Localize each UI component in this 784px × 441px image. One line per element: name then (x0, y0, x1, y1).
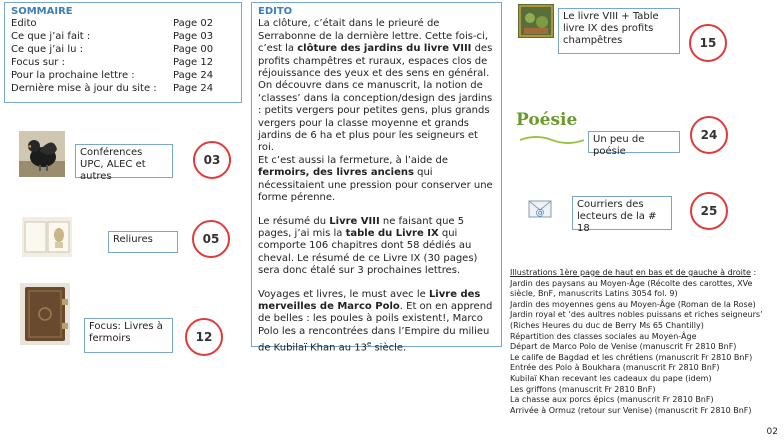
sommaire-row[interactable] (11, 82, 235, 95)
page-circle-15[interactable] (689, 24, 727, 62)
livre-label-box[interactable] (558, 8, 680, 54)
sommaire-row[interactable] (11, 69, 235, 82)
poesie-label: Un peu de poésie (593, 134, 645, 157)
courriers-label-box[interactable] (572, 196, 672, 234)
sommaire-title: SOMMAIRE (11, 6, 73, 17)
fermoirs-label: Focus: Livres à fermoirs (89, 321, 163, 344)
poesie-logo (516, 110, 588, 142)
sommaire-row-label: Dernière mise à jour du site : (11, 83, 157, 94)
page-circle-25[interactable] (690, 192, 728, 230)
illustrations-line: Le calife de Bagdad et les chrétiens (manuscrit Fr 2810 BnF) (510, 352, 753, 362)
poesie-label-box[interactable] (588, 131, 680, 157)
sommaire-row[interactable] (11, 30, 235, 43)
sommaire-row-label: Edito (11, 18, 37, 29)
page-number: 24 (700, 128, 718, 142)
sommaire-list (11, 17, 235, 95)
edito-paragraph-1: La clôture, c’était dans le prieuré de Serrabonne de la dernière lettre. Cette fois-ci, c’est la clôture des jardins du livre VIII des profits champêtres et ruraux, espaces clos de réjouissance des yeux et des sens en général. On découvre dans ce manuscrit, la notion de ‘classes’ dans la conception/design des jardins : petits vergers pour petites gens, plus grands vergers pour la classe moyenne et grands jardins de 6 ha et plus pour les seigneurs et roi. Et c’est aussi la fermeture, à l’aide de fermoirs, des livres anciens qui nécessitaient une pression pour conserver une forme pérenne. (258, 18, 493, 204)
illustrations-line: Jardin des paysans au Moyen-Âge (Récolte des carottes, XVe siècle, BnF, manuscrits Latins 3054 fol. 9) (510, 278, 753, 299)
page-number: 15 (699, 36, 717, 50)
page-circle-24[interactable] (690, 116, 728, 154)
reliures-label-box[interactable] (108, 231, 178, 253)
page-number: 25 (700, 204, 718, 218)
clasped-book-icon (20, 283, 70, 345)
sommaire-row-page: Page 24 (173, 83, 214, 94)
page-number-footer: 02 (766, 427, 778, 437)
edito-title: EDITO (258, 6, 293, 17)
envelope-at-icon (527, 196, 553, 222)
sommaire-row-page: Page 03 (173, 31, 214, 42)
courriers-label: Courriers des lecteurs de la # 18 (577, 199, 657, 234)
sommaire-row-label: Ce que j’ai lu : (11, 44, 84, 55)
page-number: 05 (202, 232, 220, 246)
illustrations-line: Répartition des classes sociales au Moyen-Âge (510, 331, 697, 341)
livre-thumbnail (518, 4, 554, 38)
open-book-icon (22, 217, 72, 257)
mail-thumbnail (527, 196, 553, 222)
page-number: 12 (195, 330, 213, 344)
page-circle-03[interactable] (193, 141, 231, 179)
sommaire-row-label: Pour la prochaine lettre : (11, 70, 135, 81)
sommaire-row[interactable] (11, 56, 235, 69)
page-circle-12[interactable] (185, 318, 223, 356)
sommaire-row[interactable] (11, 17, 235, 30)
fermoirs-label-box[interactable] (84, 318, 173, 353)
manuscript-icon (518, 4, 554, 38)
reliures-label: Reliures (113, 234, 153, 245)
sommaire-row-page: Page 24 (173, 70, 214, 81)
illustrations-credits (510, 268, 780, 416)
leaf-decoration-icon (516, 135, 588, 145)
chicken-icon (19, 131, 65, 177)
page-number: 03 (203, 153, 221, 167)
sommaire-box (4, 2, 242, 103)
sommaire-row-page: Page 12 (173, 57, 214, 68)
illustrations-line: Départ de Marco Polo de Venise (manuscrit Fr 2810 BnF) (510, 342, 737, 352)
edito-box (251, 2, 502, 354)
sommaire-row-label: Ce que j’ai fait : (11, 31, 91, 42)
sommaire-row-label: Focus sur : (11, 57, 65, 68)
sommaire-row-page: Page 00 (173, 44, 214, 55)
chicken-thumbnail (19, 131, 65, 177)
illustrations-line: Entrée des Polo à Boukhara (manuscrit Fr 2810 BnF) (510, 363, 720, 373)
illustrations-line: Jardin royal et ‘des aultres nobles puissans et riches seigneurs’ (Riches Heures du duc de Berry Ms 65 Chantilly) (510, 310, 763, 330)
illustrations-line: Les griffons (manuscrit Fr 2810 BnF) (510, 384, 656, 394)
conferences-label-box[interactable] (75, 144, 173, 182)
sommaire-row-page: Page 02 (173, 18, 214, 29)
sommaire-row[interactable] (11, 43, 235, 56)
page-circle-05[interactable] (192, 220, 230, 258)
conferences-label: Conférences UPC, ALEC et autres (80, 147, 146, 182)
illustrations-title: Illustrations 1ère page de haut en bas et de gauche à droite : (510, 268, 757, 277)
livre-label: Le livre VIII + Table livre IX des profits champêtres (563, 11, 659, 46)
illustrations-line: La chasse aux porcs épics (manuscrit Fr 2810 BnF) (510, 395, 714, 405)
fermoirs-thumbnail (20, 283, 70, 345)
reliures-thumbnail (22, 217, 72, 257)
poesie-logo-text: Poésie (516, 110, 578, 130)
edito-paragraph-3: Voyages et livres, le must avec le Livre des merveilles de Marco Polo. Et on en apprend de belles : les poules à poils existent!, Marco Polo les a rencontrées dans l’Empire du milieu de Kubilaï Khan au 13e siècle. (258, 288, 493, 354)
illustrations-line: Kubilaï Khan recevant les cadeaux du pape (idem) (510, 373, 712, 383)
svg-text:@: @ (535, 208, 545, 218)
edito-paragraph-2: Le résumé du Livre VIII ne faisant que 5 pages, j’ai mis la table du Livre IX qui comporte 106 chapitres dont 58 dédiés au cheval. Le résumé de ce Livre IX (30 pages) sera donc étalé sur 3 prochaines lettres. (258, 215, 478, 277)
illustrations-line: Jardin des moyennes gens au Moyen-Âge (Roman de la Rose) (510, 299, 756, 309)
illustrations-line: Arrivée à Ormuz (retour sur Venise) (manuscrit Fr 2810 BnF) (510, 405, 752, 415)
